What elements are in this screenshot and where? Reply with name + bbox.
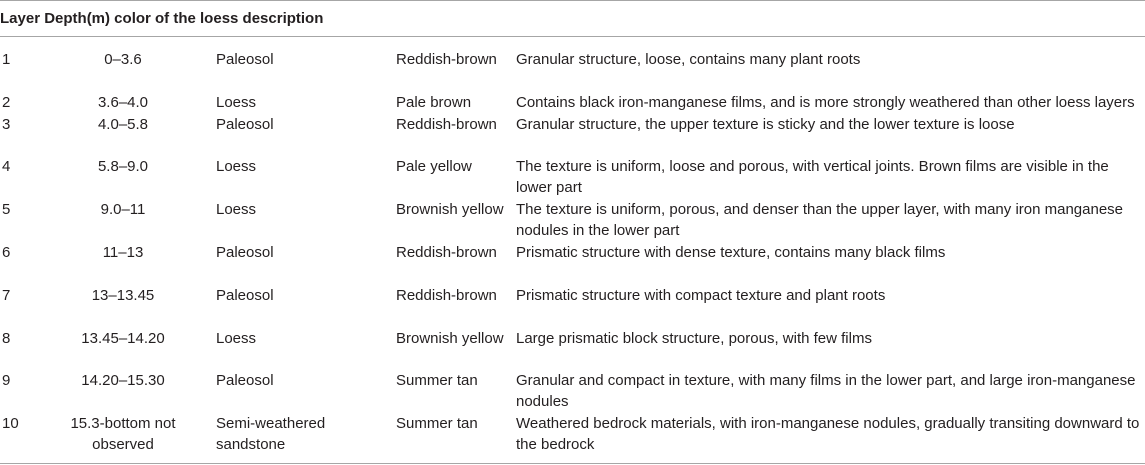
table-top-rule [0,0,1145,1]
depth-cell: 11–13 [102,244,144,261]
layer-cell: 1 [2,51,11,68]
description-cell: Prismatic structure with dense texture, contains many black films [516,244,946,261]
color-cell: Reddish-brown [396,244,497,261]
layer-name-cell: Loess [216,94,257,111]
description-cell: The texture is uniform, loose and porous, with vertical joints. Brown films are visible in the lower part [516,158,1109,196]
layer-cell: 6 [2,244,11,261]
color-cell: Summer tan [396,372,478,389]
color-cell: Summer tan [396,415,478,432]
depth-cell: 0–3.6 [104,51,142,68]
description-cell: Prismatic structure with compact texture and plant roots [516,287,886,304]
description-cell: Granular and compact in texture, with many films in the lower part, and large iron-manganese nodules [516,372,1136,410]
table-bottom-rule [0,463,1145,464]
description-cell: Large prismatic block structure, porous, with few films [516,330,872,347]
layer-name-cell: Loess [216,330,257,347]
layer-cell: 10 [2,415,19,432]
layer-name-cell: Paleosol [216,116,274,133]
table-header-rule [0,36,1145,37]
layer-cell: 7 [2,287,11,304]
depth-cell: 5.8–9.0 [97,158,149,175]
layer-name-cell: Loess [216,158,257,175]
depth-cell: 13.45–14.20 [81,330,165,347]
color-cell: Pale yellow [396,158,472,175]
layer-name-cell: Paleosol [216,244,274,261]
depth-cell: 4.0–5.8 [97,116,149,133]
layer-cell: 4 [2,158,11,175]
color-cell: Pale brown [396,94,472,111]
color-cell: Brownish yellow [396,330,504,347]
depth-cell: 14.20–15.30 [81,372,165,389]
description-cell: Granular structure, the upper texture is sticky and the lower texture is loose [516,116,1015,133]
description-cell: Weathered bedrock materials, with iron-manganese nodules, gradually transiting downward to the bedrock [516,415,1140,453]
table-header: Layer Depth(m) color of the loess description [0,10,324,27]
layer-cell: 2 [2,94,11,111]
description-cell: The texture is uniform, porous, and denser than the upper layer, with many iron manganese nodules in the lower part [516,201,1124,239]
color-cell: Reddish-brown [396,116,497,133]
layer-name-cell: Loess [216,201,257,218]
depth-cell: 3.6–4.0 [97,94,149,111]
layer-name-cell: Paleosol [216,287,274,304]
layer-cell: 3 [2,116,11,133]
layer-name-cell: Paleosol [216,372,274,389]
depth-cell: 15.3-bottom not observed [70,415,176,453]
layer-cell: 5 [2,201,11,218]
layer-name-cell: Semi-weathered sandstone [216,415,326,453]
layer-cell: 9 [2,372,11,389]
depth-cell: 13–13.45 [91,287,155,304]
layer-cell: 8 [2,330,11,347]
description-cell: Granular structure, loose, contains many plant roots [516,51,861,68]
color-cell: Reddish-brown [396,51,497,68]
color-cell: Brownish yellow [396,201,504,218]
description-cell: Contains black iron-manganese films, and is more strongly weathered than other loess layers [516,94,1135,111]
color-cell: Reddish-brown [396,287,497,304]
layer-name-cell: Paleosol [216,51,274,68]
depth-cell: 9.0–11 [100,201,146,218]
